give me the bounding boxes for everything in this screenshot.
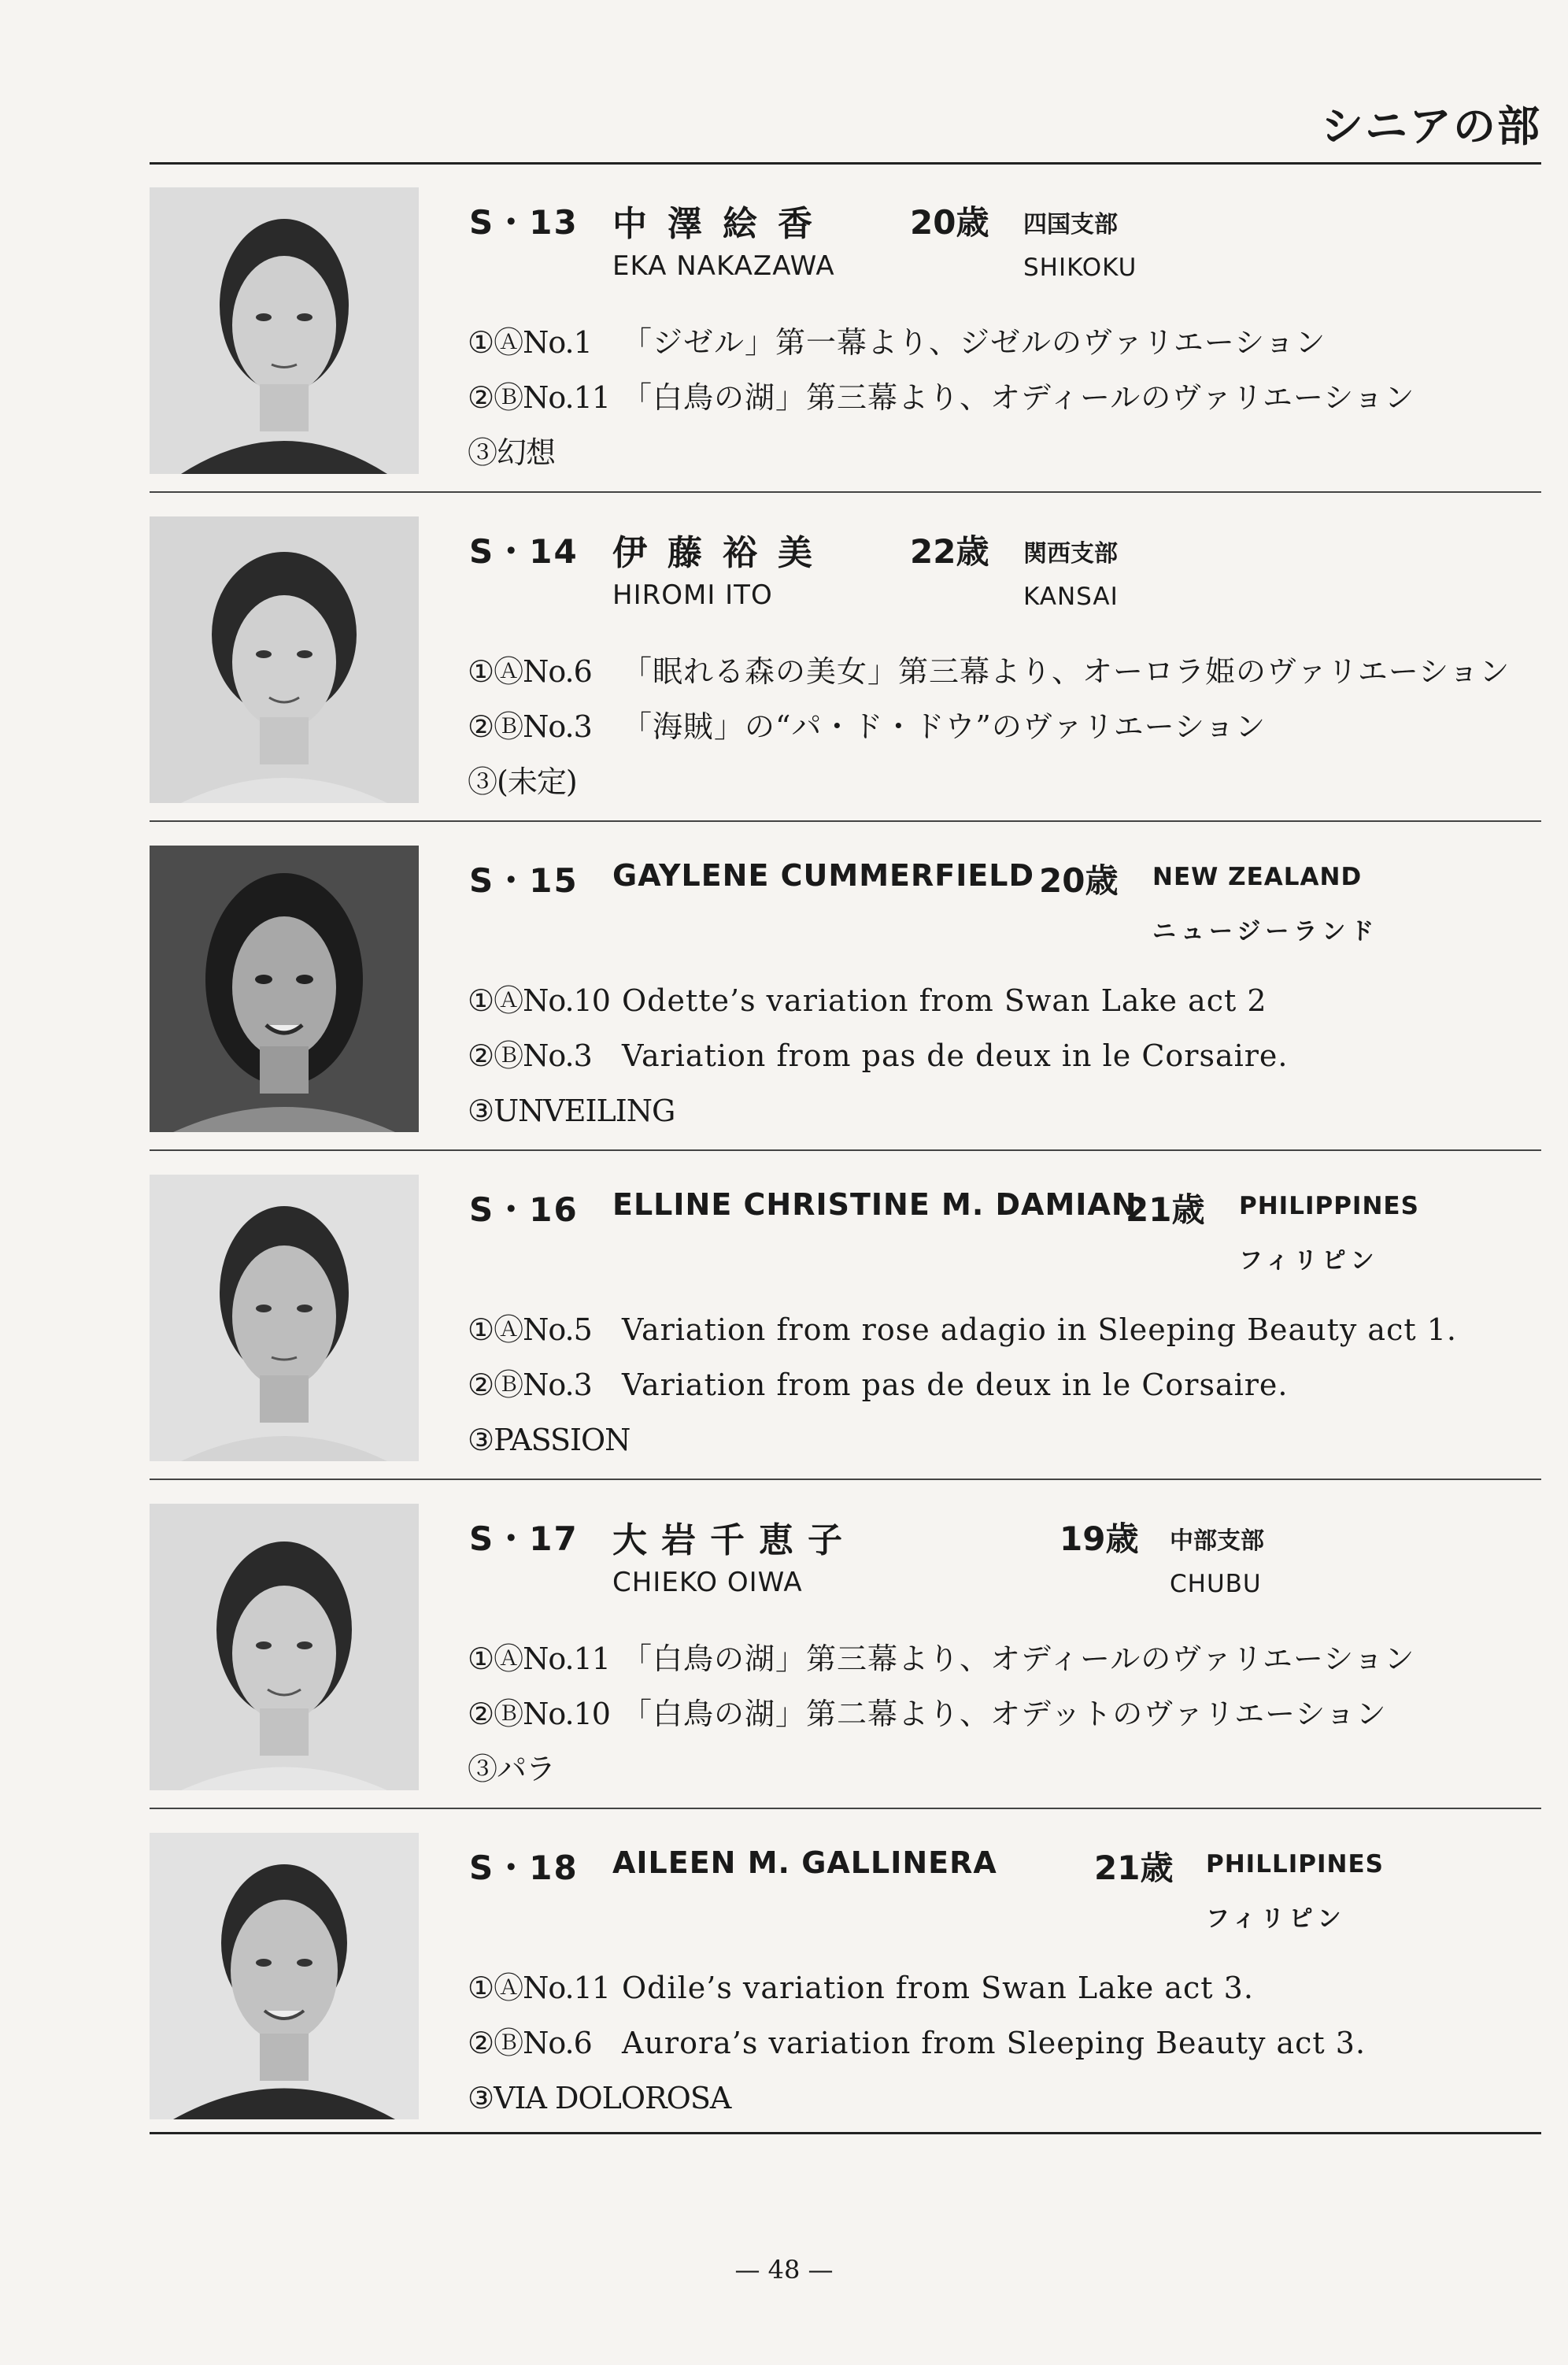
branch: 中部支部 (1170, 1527, 1264, 1555)
piece-item: ③PASSION (468, 1423, 631, 1457)
piece-item: ①ⒶNo.11 Odile’s variation from Swan Lake act 3. (468, 1971, 1254, 2005)
piece-item: ③パラ (468, 1752, 556, 1786)
country-japanese: ニュージーランド (1152, 918, 1379, 946)
portrait-photo (150, 846, 419, 1132)
portrait-icon (150, 846, 419, 1132)
name-english: CHIEKO OIWA (612, 1567, 803, 1598)
piece-item: ②ⒷNo.6 Aurora’s variation from Sleeping Beauty act 3. (468, 2026, 1366, 2060)
name-english: AILEEN M. GALLINERA (612, 1845, 997, 1880)
piece-item: ③VIA DOLOROSA (468, 2081, 731, 2115)
top-rule (150, 162, 1541, 165)
region: SHIKOKU (1023, 254, 1137, 282)
entry-number: S・18 (469, 1849, 579, 1887)
piece-list (468, 315, 1415, 480)
piece-item: ②ⒷNo.11 「白鳥の湖」第三幕より、オディールのヴァリエーション (468, 380, 1415, 415)
bottom-rule (150, 2132, 1541, 2134)
piece-list (468, 973, 1289, 1138)
age: 21歳 (1094, 1849, 1174, 1887)
piece-item: ①ⒶNo.1 「ジゼル」第一幕より、ジゼルのヴァリエーション (468, 325, 1326, 360)
piece-item: ②ⒷNo.3 「海賊」の“パ・ド・ドウ”のヴァリエーション (468, 709, 1267, 744)
name-english: GAYLENE CUMMERFIELD (612, 858, 1035, 893)
entry-s16 (150, 1153, 1541, 1480)
region: CHUBU (1170, 1570, 1262, 1598)
piece-item: ①ⒶNo.5 Variation from rose adagio in Sleeping Beauty act 1. (468, 1312, 1457, 1347)
page-number: — 48 — (734, 2255, 834, 2285)
piece-list (468, 1960, 1366, 2126)
divider (150, 1149, 1541, 1151)
piece-item: ③UNVEILING (468, 1094, 675, 1128)
entry-number: S・13 (469, 203, 579, 242)
portrait-icon (150, 187, 419, 474)
portrait-photo (150, 516, 419, 803)
branch: 四国支部 (1023, 211, 1118, 239)
portrait-icon (150, 1175, 419, 1461)
portrait-icon (150, 1504, 419, 1790)
entry-number: S・15 (469, 861, 579, 900)
entry-number: S・16 (469, 1190, 579, 1229)
name-japanese: 中澤絵香 (612, 204, 833, 244)
entry-s18 (150, 1811, 1541, 2138)
entry-number: S・17 (469, 1519, 579, 1558)
piece-item: ①ⒶNo.10 Odette’s variation from Swan Lake act 2 (468, 983, 1267, 1018)
name-english: HIROMI ITO (612, 579, 773, 611)
name-japanese: 大岩千恵子 (612, 1520, 856, 1560)
entry-s17 (150, 1482, 1541, 1809)
divider (150, 491, 1541, 493)
divider (150, 820, 1541, 822)
piece-item: ①ⒶNo.6 「眠れる森の美女」第三幕より、オーロラ姫のヴァリエーション (468, 654, 1511, 689)
piece-item: ③(未定) (468, 764, 577, 799)
age: 21歳 (1126, 1190, 1205, 1229)
portrait-icon (150, 516, 419, 803)
country-japanese: フィリピン (1206, 1905, 1346, 1933)
portrait-photo (150, 187, 419, 474)
country: PHILLIPINES (1206, 1850, 1384, 1878)
name-english: EKA NAKAZAWA (612, 250, 835, 282)
portrait-icon (150, 1833, 419, 2119)
entry-s14 (150, 494, 1541, 822)
entry-s13 (150, 165, 1541, 493)
branch: 関西支部 (1023, 540, 1118, 568)
country: NEW ZEALAND (1152, 863, 1363, 891)
piece-list (468, 644, 1510, 809)
divider (150, 1808, 1541, 1809)
piece-item: ②ⒷNo.10 「白鳥の湖」第二幕より、オデットのヴァリエーション (468, 1697, 1387, 1731)
country: PHILIPPINES (1239, 1192, 1419, 1220)
name-english: ELLINE CHRISTINE M. DAMIAN (612, 1187, 1137, 1222)
age: 19歳 (1060, 1519, 1139, 1558)
age: 20歳 (910, 203, 989, 242)
portrait-photo (150, 1175, 419, 1461)
entry-number: S・14 (469, 532, 579, 571)
piece-list (468, 1302, 1457, 1467)
portrait-photo (150, 1504, 419, 1790)
divider (150, 1479, 1541, 1480)
piece-item: ②ⒷNo.3 Variation from pas de deux in le Corsaire. (468, 1038, 1289, 1073)
age: 20歳 (1039, 861, 1119, 900)
age: 22歳 (910, 532, 989, 571)
portrait-photo (150, 1833, 419, 2119)
country-japanese: フィリピン (1239, 1247, 1379, 1275)
region: KANSAI (1023, 583, 1119, 611)
name-japanese: 伊藤裕美 (612, 533, 833, 573)
entry-s15 (150, 823, 1541, 1151)
piece-item: ①ⒶNo.11 「白鳥の湖」第三幕より、オディールのヴァリエーション (468, 1641, 1415, 1676)
piece-item: ②ⒷNo.3 Variation from pas de deux in le Corsaire. (468, 1368, 1289, 1402)
section-title: シニアの部 (1321, 102, 1541, 151)
piece-list (468, 1631, 1415, 1797)
piece-item: ③幻想 (468, 435, 556, 470)
